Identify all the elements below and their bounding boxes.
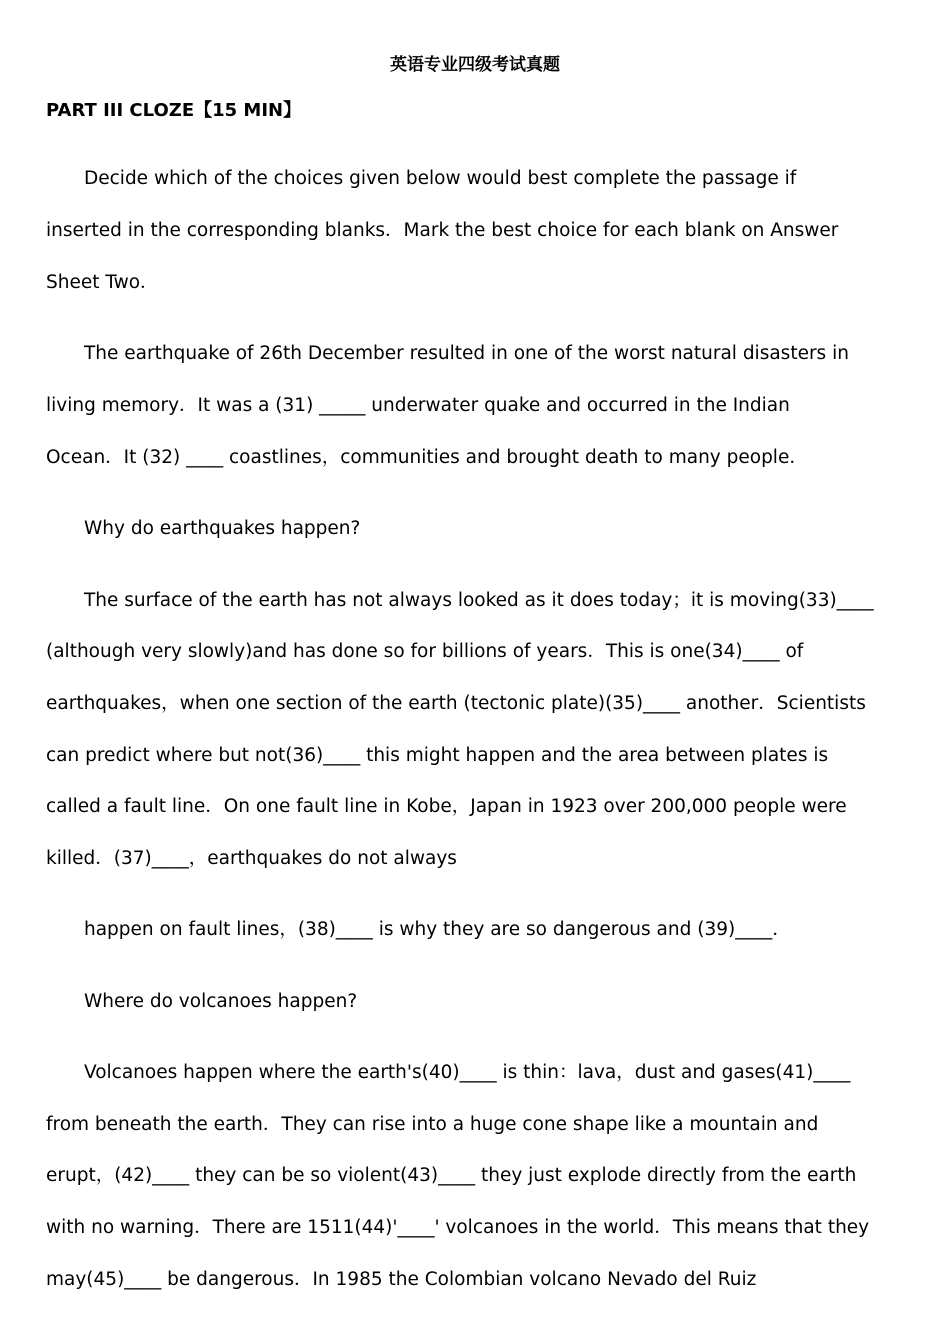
paragraph-line: Volcanoes happen where the earth's(40)____ is thin：lava，dust and gases(41)____ xyxy=(84,1062,851,1083)
paragraph-line: erupt，(42)____ they can be so violent(43)____ they just explode directly from the earth xyxy=(46,1165,857,1186)
paragraph-line: called a fault line．On one fault line in Kobe，Japan in 1923 over 200,000 people were xyxy=(46,796,847,817)
paragraph-line: (although very slowly)and has done so for billions of years．This is one(34)____ of xyxy=(46,641,804,662)
paragraph-line: The earthquake of 26th December resulted in one of the worst natural disasters in xyxy=(84,343,849,364)
paragraph-line: earthquakes，when one section of the earth (tectonic plate)(35)____ another．Scientists xyxy=(46,693,866,714)
paragraph-line: inserted in the corresponding blanks．Mark the best choice for each blank on Answer xyxy=(46,220,839,241)
paragraph-line: with no warning．There are 1511(44)'____' volcanoes in the world．This means that they xyxy=(46,1217,870,1238)
paragraph-line: killed．(37)____，earthquakes do not always xyxy=(46,848,457,869)
paragraph-line: can predict where but not(36)____ this might happen and the area between plates is xyxy=(46,745,829,766)
paragraph-line: may(45)____ be dangerous．In 1985 the Colombian volcano Nevado del Ruiz xyxy=(46,1269,757,1290)
paragraph-line: Ocean．It (32) ____ coastlines，communities and brought death to many people． xyxy=(46,447,808,468)
subheading: Where do volcanoes happen? xyxy=(84,991,358,1012)
subheading: Why do earthquakes happen? xyxy=(84,518,361,539)
section-heading: PART III CLOZE【15 MIN】 xyxy=(46,100,302,121)
paragraph-line: happen on fault lines，(38)____ is why they are so dangerous and (39)____． xyxy=(84,919,791,940)
document-title: 英语专业四级考试真题 xyxy=(390,55,560,75)
paragraph-line: The surface of the earth has not always looked as it does today；it is moving(33)____ xyxy=(84,590,874,611)
paragraph-line: living memory．It was a (31) _____ underwater quake and occurred in the Indian xyxy=(46,395,790,416)
paragraph-line: Decide which of the choices given below would best complete the passage if xyxy=(84,168,797,189)
paragraph-line: from beneath the earth．They can rise into a huge cone shape like a mountain and xyxy=(46,1114,819,1135)
paragraph-line: Sheet Two． xyxy=(46,272,159,293)
